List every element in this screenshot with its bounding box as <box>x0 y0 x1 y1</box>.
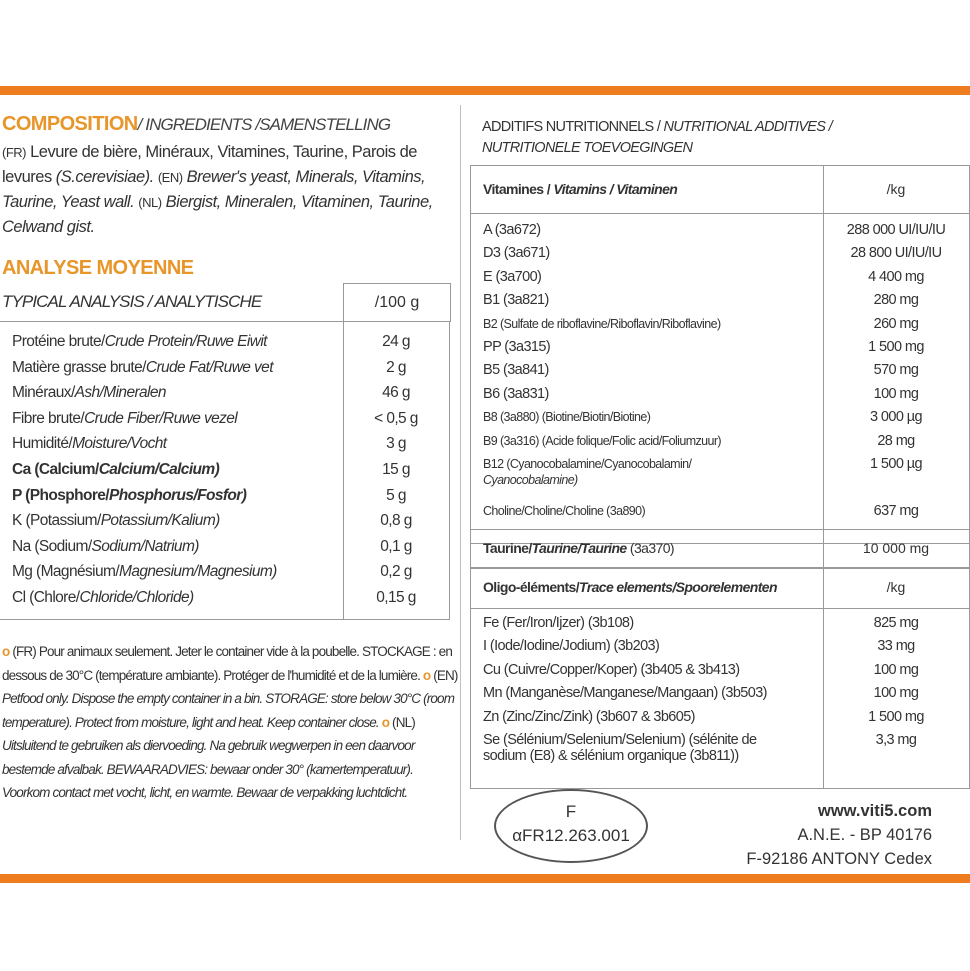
analysis-bottom-rule <box>0 619 450 620</box>
vitamin-value: 260 mg <box>873 315 919 332</box>
address-line-1: A.N.E. - BP 40176 <box>797 826 932 844</box>
analysis-row-label: Fibre brute/Crude Fiber/Ruwe vezel <box>12 409 238 427</box>
trace-name: I (Iode/Iodine/Jodium) (3b203) <box>483 638 660 655</box>
analysis-row-label: K (Potassium/Potassium/Kalium) <box>12 512 220 530</box>
trace-name: Se (Sélénium/Selenium/Selenium) (sélénite de sodium (E8) & sélénium organique (3b811)) <box>483 732 757 764</box>
analysis-row-label: Protéine brute/Crude Protein/Ruwe Eiwit <box>12 333 267 350</box>
analysis-row <box>12 589 447 615</box>
analysis-row-value: 0,1 g <box>380 537 412 555</box>
analysis-right-rule <box>449 321 450 619</box>
manufacturer-address <box>746 799 932 871</box>
analysis-row <box>12 333 447 359</box>
analysis-row-value: 0,8 g <box>380 512 412 530</box>
vitamin-name: PP (3a315) <box>483 339 551 355</box>
analysis-row-value: 5 g <box>386 486 406 504</box>
analysis-row-label: Humidité/Moisture/Vocht <box>12 435 167 453</box>
trace-value: 33 mg <box>877 638 915 655</box>
trace-value: 100 mg <box>873 661 919 678</box>
vitamin-value: 3 000 µg <box>870 409 922 426</box>
trace-name: Fe (Fer/Iron/Ijzer) (3b108) <box>483 615 634 631</box>
stamp-number: αFR12.263.001 <box>512 826 630 845</box>
analysis-row <box>12 512 447 538</box>
analysis-row <box>12 461 447 487</box>
analysis-row-value: 2 g <box>386 358 406 376</box>
analysis-row-value: 0,15 g <box>376 589 416 606</box>
stamp-letter: F <box>565 802 577 821</box>
trace-unit: /kg <box>886 579 906 595</box>
vitamins-header: Vitamines / Vitamins / Vitaminen <box>483 181 678 197</box>
address-line-2: F-92186 ANTONY Cedex <box>746 850 932 868</box>
trace-header: Oligo-éléments/Trace elements/Spoorelementen <box>483 579 777 595</box>
vitamin-name: B1 (3a821) <box>483 292 549 309</box>
vitamins-unit: /kg <box>886 181 906 197</box>
taurine-value: 10 000 mg <box>862 540 930 556</box>
additives-heading: ADDITIFS NUTRITIONNELS / NUTRITIONAL ADDITIVES / NUTRITIONELE TOEVOEGINGEN <box>482 119 832 156</box>
trace-value: 1 500 mg <box>868 708 924 725</box>
analysis-row <box>12 384 447 410</box>
taurine-table <box>470 529 970 569</box>
vitamin-name: A (3a672) <box>483 222 541 238</box>
analysis-row-label: Ca (Calcium/Calcium/Calcium) <box>12 461 220 478</box>
vitamin-name: B5 (3a841) <box>483 362 549 379</box>
analysis-row <box>12 563 447 589</box>
analysis-row <box>12 538 447 564</box>
vitamin-value: 280 mg <box>873 292 919 309</box>
analysis-row <box>12 359 447 385</box>
vitamin-name: E (3a700) <box>483 268 542 285</box>
analysis-row-label: P (Phosphore/Phosphorus/Fosfor) <box>12 486 247 504</box>
analysis-row-value: 46 g <box>382 384 410 402</box>
vitamin-name: B9 (3a316) (Acide folique/Folic acid/Foliumzuur) <box>483 433 721 448</box>
vitamin-value: 28 800 UI/IU/IU <box>850 245 942 262</box>
composition-title: COMPOSITION/ INGREDIENTS /SAMENSTELLING <box>2 113 391 135</box>
analysis-row-label: Matière grasse brute/Crude Fat/Ruwe vet <box>12 358 273 376</box>
vitamin-value: 1 500 mg <box>868 339 924 355</box>
storage-notes: o (FR) Pour animaux seulement. Jeter le container vide à la poubelle. STOCKAGE : en dessous de 30°C (température ambiante). Protéger de l'humidité et de la lumière. o (EN) Petfood only. Dispose the empty container in a bin. STORAGE: store below 30°C (room temperature). Protect from moisture, light and heat. Keep container close. o (NL) Uitsluitend te gebruiken als diervoeding. Na gebruik wegwerpen in een daarvoor bestemde afvalbak. BEWAARADVIES: bewaar onder 30° (kamertemperatuur). Voorkom contact met vocht, licht, en warmte. Bewaar de verpakking luchtdicht. <box>2 644 458 800</box>
vitamin-value: 570 mg <box>873 362 919 379</box>
vitamin-name: B6 (3a831) <box>483 385 549 402</box>
analysis-row-value: 0,2 g <box>380 563 412 581</box>
trace-name: Mn (Manganèse/Manganese/Mangaan) (3b503) <box>483 685 767 702</box>
vitamin-value: 28 mg <box>877 432 915 449</box>
composition-text: (FR) Levure de bière, Minéraux, Vitamines, Taurine, Parois de levures (S.cerevisiae). (EN) Brewer's yeast, Minerals, Vitamins, Taurine, Yeast wall. (NL) Biergist, Mineralen, Vitaminen, Taurine, Celwand gist. <box>2 143 433 236</box>
website-link[interactable]: www.viti5.com <box>817 802 932 820</box>
vitamin-value: 1 500 µg <box>870 456 922 472</box>
top-orange-band <box>0 86 970 95</box>
analysis-unit: /100 g <box>343 283 451 322</box>
analysis-top-rule <box>0 321 450 322</box>
vitamin-name: B8 (3a880) (Biotine/Biotin/Biotine) <box>483 410 651 425</box>
analysis-title: ANALYSE MOYENNE <box>2 257 194 279</box>
approval-stamp <box>494 789 648 863</box>
analysis-row-value: < 0,5 g <box>374 409 418 427</box>
vitamin-value: 637 mg <box>873 503 919 519</box>
trace-value: 825 mg <box>873 615 919 631</box>
trace-value: 3,3 mg <box>875 732 917 748</box>
analysis-subtitle: TYPICAL ANALYSIS / ANALYTISCHE <box>2 292 262 311</box>
analysis-row-label: Minéraux/Ash/Mineralen <box>12 384 166 402</box>
composition-subtitle: / INGREDIENTS /SAMENSTELLING <box>137 115 391 134</box>
trace-name: Cu (Cuivre/Copper/Koper) (3b405 & 3b413) <box>483 661 740 678</box>
vitamin-name: B12 (Cyanocobalamine/Cyanocobalamin/ Cyanocobalamine) <box>483 457 692 487</box>
vitamin-name: Choline/Choline/Choline (3a890) <box>483 504 646 518</box>
column-divider <box>460 105 461 840</box>
analysis-row <box>12 487 447 513</box>
vitamin-value: 100 mg <box>873 385 919 402</box>
trace-name: Zn (Zinc/Zinc/Zink) (3b607 & 3b605) <box>483 708 695 725</box>
vitamins-table <box>470 165 970 544</box>
analysis-row <box>12 410 447 436</box>
trace-elements-table <box>470 567 970 789</box>
analysis-row-value: 24 g <box>382 333 410 350</box>
vitamin-name: D3 (3a671) <box>483 245 550 262</box>
analysis-row-value: 15 g <box>382 461 410 478</box>
analysis-row-label: Na (Sodium/Sodium/Natrium) <box>12 537 199 555</box>
taurine-label: Taurine/Taurine/Taurine (3a370) <box>483 540 674 556</box>
analysis-row-label: Cl (Chlore/Chloride/Chloride) <box>12 589 194 606</box>
vitamin-value: 288 000 UI/IU/IU <box>846 222 946 238</box>
bottom-orange-band <box>0 874 970 883</box>
analysis-row-label: Mg (Magnésium/Magnesium/Magnesium) <box>12 563 277 581</box>
vitamin-value: 4 400 mg <box>868 268 924 285</box>
trace-value: 100 mg <box>873 685 919 702</box>
analysis-row-value: 3 g <box>386 435 406 453</box>
analysis-row <box>12 435 447 461</box>
vitamin-name: B2 (Sulfate de riboflavine/Riboflavin/Riboflavine) <box>483 316 721 331</box>
